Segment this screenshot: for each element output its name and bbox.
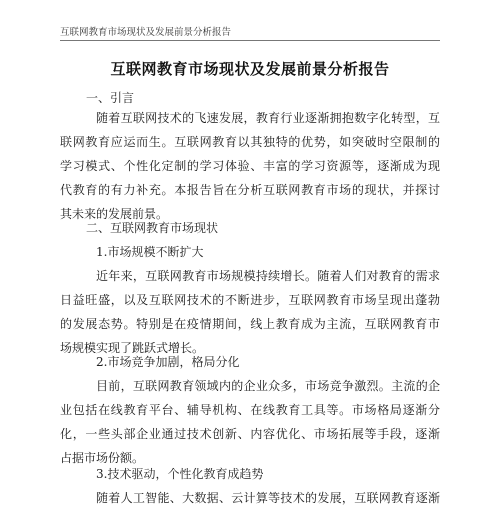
paragraph-line: 化，一些头部企业通过技术创新、内容优化、市场拓展等手段，逐渐 — [60, 427, 440, 441]
paragraph-line: 代教育的有力补充。本报告旨在分析互联网教育市场的现状，并探讨 — [60, 183, 440, 197]
section-heading-market: 二、互联网教育市场现状 — [86, 221, 219, 235]
paragraph-line: 占据市场份额。 — [60, 451, 145, 465]
paragraph-line: 业包括在线教育平台、辅导机构、在线教育工具等。市场格局逐渐分 — [60, 403, 440, 417]
subsection-heading-1: 1.市场规模不断扩大 — [96, 245, 204, 259]
paragraph-line: 日益旺盛，以及互联网技术的不断进步，互联网教育市场呈现出蓬勃 — [60, 293, 440, 307]
document-title: 互联网教育市场现状及发展前景分析报告 — [110, 60, 390, 78]
paragraph-line: 的发展态势。特别是在疫情期间，线上教育成为主流，互联网教育市 — [60, 317, 440, 331]
header-divider — [60, 40, 440, 41]
subsection-heading-2: 2.市场竞争加剧，格局分化 — [96, 355, 240, 369]
paragraph-line: 联网教育应运而生。互联网教育以其独特的优势，如突破时空限制的 — [60, 135, 440, 149]
paragraph-line: 目前，互联网教育领域内的企业众多，市场竞争激烈。主流的企 — [96, 379, 440, 393]
paragraph-line: 其未来的发展前景。 — [60, 207, 169, 221]
paragraph-line: 随着人工智能、大数据、云计算等技术的发展，互联网教育逐渐 — [96, 491, 440, 505]
subsection-heading-3: 3.技术驱动，个性化教育成趋势 — [96, 467, 264, 481]
paragraph-line: 随着互联网技术的飞速发展，教育行业逐渐拥抱数字化转型，互 — [96, 111, 440, 125]
section-heading-intro: 一、引言 — [86, 91, 135, 105]
running-header: 互联网教育市场现状及发展前景分析报告 — [60, 27, 232, 38]
paragraph-line: 场规模实现了跳跃式增长。 — [60, 341, 205, 355]
paragraph-line: 学习模式、个性化定制的学习体验、丰富的学习资源等，逐渐成为现 — [60, 159, 440, 173]
paragraph-line: 近年来，互联网教育市场规模持续增长。随着人们对教育的需求 — [96, 269, 440, 283]
